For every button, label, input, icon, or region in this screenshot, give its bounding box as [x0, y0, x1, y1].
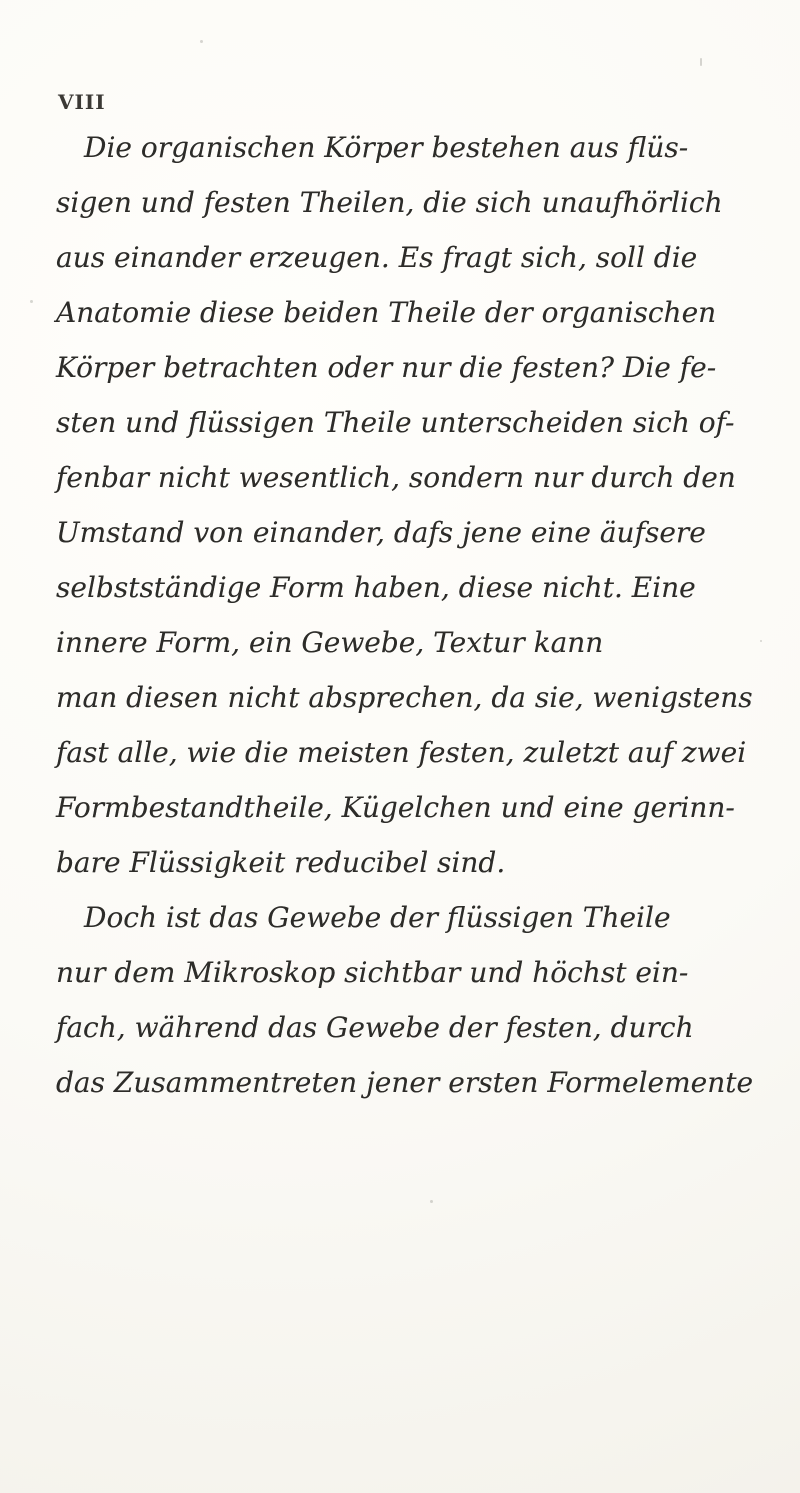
page-text — [56, 120, 754, 1110]
text-line-18: das Zusammentreten jener ersten Formelemente — [56, 1065, 754, 1099]
text-line-2: sigen und festen Theilen, die sich unaufhörlich — [56, 185, 723, 219]
text-line-3: aus einander erzeugen. Es fragt sich, soll die — [56, 240, 698, 274]
paper-speck — [760, 640, 762, 642]
text-line-16: nur dem Mikroskop sichtbar und höchst ein- — [56, 955, 689, 989]
text-line-17: fach, während das Gewebe der festen, durch — [56, 1010, 694, 1044]
text-line-14: bare Flüssigkeit reducibel sind. — [56, 845, 506, 879]
text-line-11: man diesen nicht absprechen, da sie, wenigstens — [56, 680, 753, 714]
text-line-4: Anatomie diese beiden Theile der organischen — [56, 295, 717, 329]
text-line-9: selbstständige Form haben, diese nicht. Eine — [56, 570, 696, 604]
text-line-15: Doch ist das Gewebe der flüssigen Theile — [84, 900, 671, 934]
text-line-5: Körper betrachten oder nur die festen? Die fe- — [56, 350, 717, 384]
text-line-12: fast alle, wie die meisten festen, zuletzt auf zwei — [56, 735, 747, 769]
page-number: VIII — [58, 90, 106, 114]
text-line-6: sten und flüssigen Theile unterscheiden sich of- — [56, 405, 735, 439]
text-line-10: innere Form, ein Gewebe, Textur kann — [56, 625, 604, 659]
paper-speck — [700, 58, 702, 66]
text-line-7: fenbar nicht wesentlich, sondern nur durch den — [56, 460, 736, 494]
text-line-1: Die organischen Körper bestehen aus flüs- — [84, 130, 689, 164]
text-line-13: Formbestandtheile, Kügelchen und eine gerinn- — [56, 790, 735, 824]
paper-speck — [30, 300, 33, 303]
text-line-8: Umstand von einander, dafs jene eine äufsere — [56, 515, 706, 549]
paper-speck — [200, 40, 203, 43]
paper-speck — [430, 1200, 433, 1203]
